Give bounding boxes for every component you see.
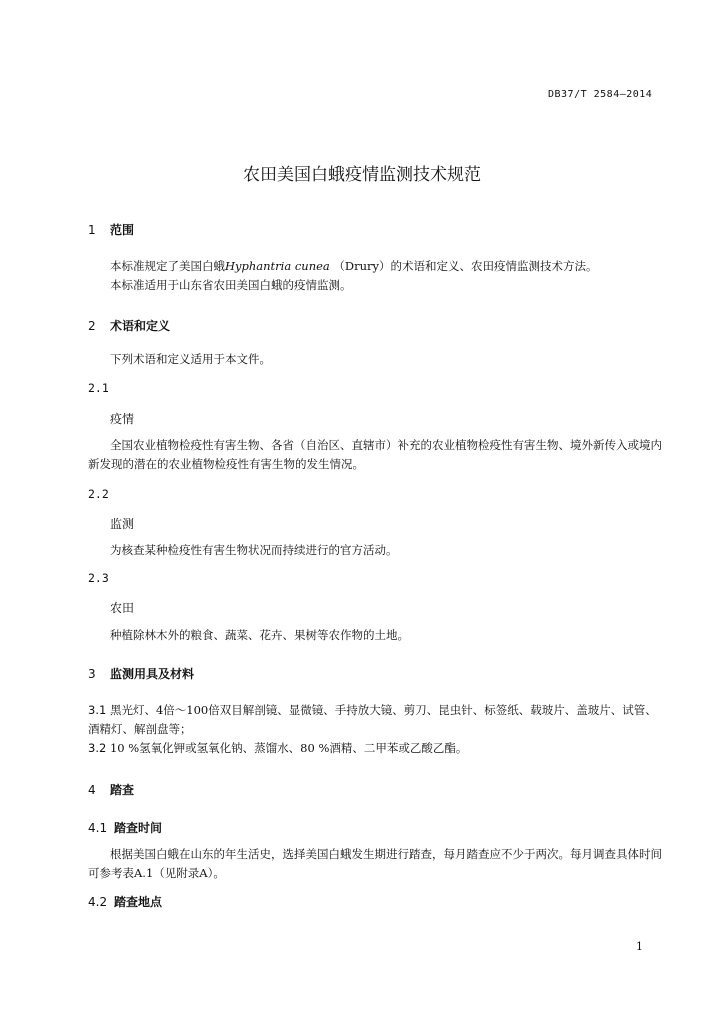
terms-intro: 下列术语和定义适用于本文件。 — [110, 352, 271, 366]
term-definition: 种植除林木外的粮食、蔬菜、花卉、果树等农作物的土地。 — [110, 628, 409, 642]
item-number: 3.1 — [88, 703, 107, 717]
term-name: 农田 — [110, 601, 135, 615]
section-3-heading — [88, 665, 194, 682]
section-2-heading — [88, 317, 170, 334]
item-number: 3.2 — [88, 741, 107, 755]
page-number: 1 — [636, 940, 643, 953]
term-name: 监测 — [110, 517, 135, 531]
section-1-heading — [88, 221, 134, 238]
scope-paragraph-1 — [110, 257, 598, 276]
clause-number: 2.1 — [88, 381, 109, 395]
subsection-number: 4.1 — [88, 821, 108, 835]
list-item — [88, 739, 662, 758]
term-name: 疫情 — [110, 412, 135, 426]
section-number: 4 — [88, 783, 96, 797]
item-text: 10 %氢氧化钾或氢氧化钠、蒸馏水、80 %酒精、二甲苯或乙酸乙酯。 — [109, 741, 468, 755]
term-definition: 为核查某种检疫性有害生物状况而持续进行的官方活动。 — [110, 543, 398, 557]
subsection-title: 踏查时间 — [114, 821, 163, 835]
section-number: 1 — [88, 223, 96, 237]
clause-number: 2.2 — [88, 487, 109, 501]
section-title: 监测用具及材料 — [110, 667, 195, 681]
scope-paragraph-2: 本标准适用于山东省农田美国白蛾的疫情监测。 — [110, 278, 352, 292]
section-title: 踏查 — [110, 783, 135, 797]
standard-number: DB37/T 2584—2014 — [548, 89, 653, 100]
item-text: 黑光灯、4倍～100倍双目解剖镜、显微镜、手持放大镜、剪刀、昆虫针、标签纸、载玻片、盖玻片、试管、酒精灯、解剖盘等； — [88, 703, 657, 736]
scope-text-cont: （Drury）的术语和定义、农田疫情监测技术方法。 — [329, 259, 598, 273]
scientific-name: Hyphantria cunea — [225, 259, 330, 273]
subsection-title: 踏查地点 — [114, 895, 163, 909]
section-title: 范围 — [110, 223, 135, 237]
section-number: 2 — [88, 319, 96, 333]
section-title: 术语和定义 — [110, 319, 171, 333]
subsection-number: 4.2 — [88, 895, 108, 909]
subsection-4-2-heading — [88, 893, 162, 910]
document-title: 农田美国白蛾疫情监测技术规范 — [243, 165, 481, 185]
section-4-heading — [88, 781, 134, 798]
list-item — [88, 701, 662, 739]
survey-time-paragraph: 根据美国白蛾在山东的年生活史，选择美国白蛾发生期进行踏查，每月踏查应不少于两次。每月调查具体时间可参考表A.1（见附录A）。 — [88, 847, 662, 880]
section-number: 3 — [88, 667, 96, 681]
subsection-4-1-heading — [88, 819, 162, 836]
clause-number: 2.3 — [88, 571, 109, 585]
scope-text: 本标准规定了美国白蛾 — [110, 259, 225, 273]
term-definition: 全国农业植物检疫性有害生物、各省（自治区、直辖市）补充的农业植物检疫性有害生物、境外新传入或境内新发现的潜在的农业植物检疫性有害生物的发生情况。 — [88, 438, 662, 471]
